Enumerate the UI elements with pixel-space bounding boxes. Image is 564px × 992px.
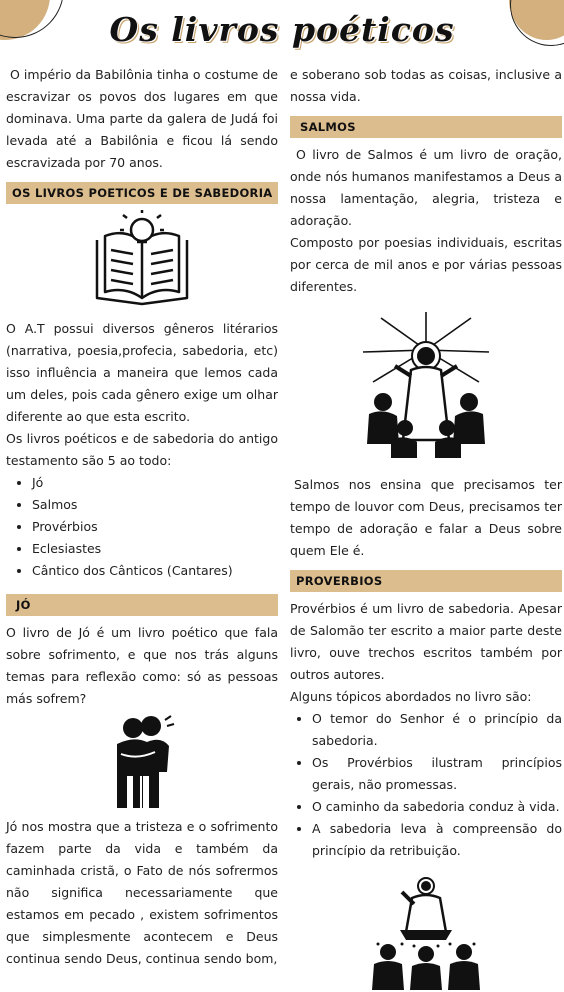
proverbios-paragraph-1: Provérbios é um livro de sabedoria. Apesar de Salomão ter escrito a maior parte deste livro, ouve trechos escritos também por outros autores. (290, 601, 562, 682)
left-column (6, 64, 278, 970)
books-list (6, 472, 278, 582)
topics-list (290, 708, 562, 862)
jesus-illustration (290, 310, 562, 460)
list-item: • Provérbios (32, 516, 278, 538)
list-item: • Cântico dos Cânticos (Cantares) (32, 560, 278, 582)
section-title-poetic-books: OS LIVROS POETICOS E DE SABEDORIA (6, 182, 278, 204)
right-column (290, 64, 562, 992)
poetic-books-count: Os livros poéticos e de sabedoria do antigo testamento são 5 ao todo: (6, 431, 278, 468)
intro-paragraph: O império da Babilônia tinha o costume de escravizar os povos dos lugares em que dominava. Uma parte da galera de Judá foi levada até a Babilônia e ficou lá sendo escravizada por 70 anos. (6, 67, 278, 170)
salmos-paragraph-3: Salmos nos ensina que precisamos ter tempo de louvor com Deus, precisamos ter tempo de adoração e falar a Deus sobre quem Ele é. (290, 477, 562, 558)
list-item: • O temor do Senhor é o princípio da sabedoria. (312, 708, 562, 752)
salmos-paragraph-1: O livro de Salmos é um livro de oração, onde nós humanos manifestamos a Deus a nossa lamentação, alegria, tristeza e adoração. (290, 147, 562, 228)
section-title-proverbios: PROVERBIOS (290, 570, 562, 592)
list-item: • Salmos (32, 494, 278, 516)
teacher-crowd-icon (366, 872, 486, 992)
job-continuation: e soberano sob todas as coisas, inclusive a nossa vida. (290, 67, 562, 104)
teacher-illustration (290, 872, 562, 992)
section-title-job: JÓ (6, 594, 278, 616)
job-paragraph-1: O livro de Jó é um livro poético que fala sobre sofrimento, e que nos trás alguns temas para reflexão como: só as pessoas más sofrem? (6, 625, 278, 706)
page-title: Os livros poéticos (109, 10, 455, 49)
proverbios-paragraph-2: Alguns tópicos abordados no livro são: (290, 689, 532, 704)
list-item: • Eclesiastes (32, 538, 278, 560)
salmos-paragraph-2: Composto por poesias individuais, escritas por cerca de mil anos e por várias pessoas diferentes. (290, 235, 562, 294)
list-item: • Os Provérbios ilustram princípios gerais, não promessas. (312, 752, 562, 796)
hugging-people-icon (107, 714, 177, 810)
book-illustration (6, 210, 278, 310)
list-item: • Jó (32, 472, 278, 494)
book-lightbulb-icon (87, 210, 197, 310)
jesus-crowd-icon (361, 310, 491, 460)
section-title-salmos: SALMOS (290, 116, 562, 138)
genres-paragraph: O A.T possui diversos gêneros litérarios (narrativa, poesia,profecia, sabedoria, etc) isso influência a maneira que lemos cada um deles, pois cada gênero exige um olhar diferente ao que esta escrito. (6, 321, 278, 424)
list-item: • A sabedoria leva à compreensão do princípio da retribuição. (312, 818, 562, 862)
hug-illustration (6, 714, 278, 810)
list-item: • O caminho da sabedoria conduz à vida. (312, 796, 562, 818)
job-paragraph-2: Jó nos mostra que a tristeza e o sofrimento fazem parte da vida e também da caminhada cristã, o Fato de nós sofrermos não significa necessariamente que estamos em pecado , existem sofrimentos que simplesmente acontecem e Deus continua sendo Deus, continua sendo bom, (6, 819, 278, 966)
